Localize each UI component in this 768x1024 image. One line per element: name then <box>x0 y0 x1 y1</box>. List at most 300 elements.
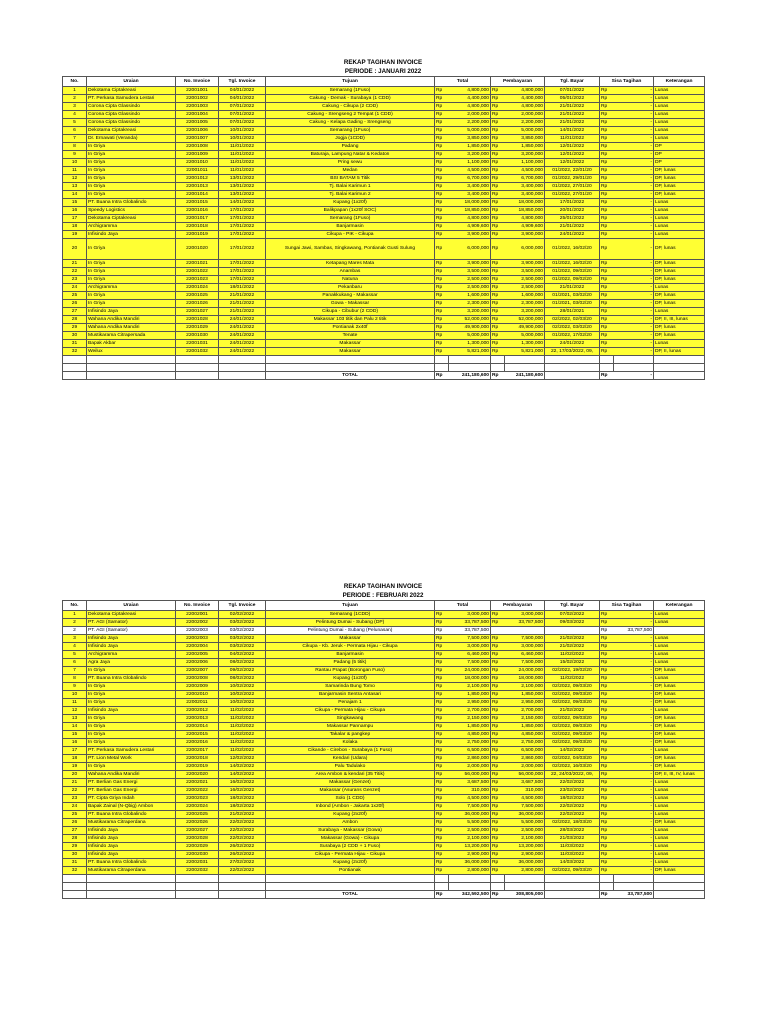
currency-label: Rp <box>435 340 449 348</box>
currency-label: Rp <box>435 207 449 215</box>
cell-tgl-invoice: 14/02/2022 <box>219 771 266 779</box>
cell-tgl-bayar: 22/02/2022 <box>545 779 600 787</box>
cell-keterangan: Lunas <box>654 859 705 867</box>
cell-total: 7,500,000 <box>449 635 491 643</box>
currency-label: Rp <box>600 667 614 675</box>
cell-total: 52,000,000 <box>449 316 491 324</box>
empty-cell <box>266 364 435 372</box>
currency-label: Rp <box>435 723 449 731</box>
cell-tgl-bayar: 25/01/2022 <box>545 215 600 223</box>
total-sisa: - <box>614 372 654 380</box>
cell-invoice: 22002016 <box>176 739 219 747</box>
currency-label: Rp <box>491 811 505 819</box>
sheet-januari <box>62 58 704 380</box>
currency-label: Rp <box>600 611 614 619</box>
table-row <box>63 755 705 763</box>
currency-label: Rp <box>600 300 614 308</box>
cell-sisa: - <box>614 292 654 300</box>
cell-sisa: - <box>614 348 654 356</box>
currency-label: Rp <box>435 119 449 127</box>
empty-cell <box>87 356 176 364</box>
empty-row <box>63 875 705 883</box>
cell-tujuan: Banjarmasin Sentra Antasari <box>266 691 435 699</box>
cell-no: 31 <box>63 340 87 348</box>
cell-total: 18,000,000 <box>449 199 491 207</box>
cell-uraian: In Griya <box>87 167 176 175</box>
cell-uraian: PT. Perkasa Samudera Lestari <box>87 95 176 103</box>
cell-tgl-invoice: 26/02/2022 <box>219 851 266 859</box>
cell-invoice: 22002012 <box>176 707 219 715</box>
cell-tgl-invoice: 11/01/2022 <box>219 159 266 167</box>
currency-label: Rp <box>600 723 614 731</box>
cell-sisa: - <box>614 731 654 739</box>
currency-label: Rp <box>435 771 449 779</box>
cell-tujuan: Kupang (2x20f) <box>266 811 435 819</box>
cell-sisa: - <box>614 215 654 223</box>
table-row <box>63 683 705 691</box>
cell-tgl-invoice: 22/02/2022 <box>219 819 266 827</box>
currency-label: Rp <box>600 835 614 843</box>
cell-keterangan: Lunas <box>654 659 705 667</box>
cell-total: 4,400,000 <box>449 95 491 103</box>
cell-tgl-invoice: 10/01/2022 <box>219 127 266 135</box>
currency-label: Rp <box>435 715 449 723</box>
table-row <box>63 324 705 332</box>
cell-tujuan: Tj. Balai Karimun 2 <box>266 191 435 199</box>
currency-label: Rp <box>600 111 614 119</box>
table-row <box>63 159 705 167</box>
cell-pembayaran: 310,000 <box>505 787 545 795</box>
currency-label: Rp <box>600 659 614 667</box>
cell-tujuan: Makassar (Gowa) - Cikupa <box>266 835 435 843</box>
cell-tgl-invoice: 24/01/2022 <box>219 348 266 356</box>
table-row <box>63 803 705 811</box>
cell-invoice: 22001004 <box>176 111 219 119</box>
cell-total: 2,800,000 <box>449 867 491 875</box>
cell-uraian: In Griya <box>87 191 176 199</box>
cell-total: 5,500,000 <box>449 819 491 827</box>
cell-uraian: Infisindo Jaya <box>87 835 176 843</box>
total-row <box>63 372 705 380</box>
cell-invoice: 22001006 <box>176 127 219 135</box>
cell-tgl-bayar: 21/02/2022 <box>545 707 600 715</box>
cell-keterangan: Lunas <box>654 747 705 755</box>
cell-total: 1,600,000 <box>449 292 491 300</box>
total-amount: 241,180,600 <box>449 372 491 380</box>
cell-keterangan: Lunas <box>654 284 705 292</box>
cell-tgl-bayar: 28/01/2021 <box>545 308 600 316</box>
cell-uraian: PT. Buana Intra Globalindo <box>87 811 176 819</box>
currency-label: Rp <box>491 167 505 175</box>
empty-cell <box>219 891 266 899</box>
table-row <box>63 119 705 127</box>
cell-no: 24 <box>63 803 87 811</box>
cell-sisa: - <box>614 795 654 803</box>
table-row <box>63 811 705 819</box>
currency-label: Rp <box>491 239 505 260</box>
table-row <box>63 643 705 651</box>
table-row <box>63 103 705 111</box>
currency-label: Rp <box>435 667 449 675</box>
cell-pembayaran: 6,700,000 <box>505 175 545 183</box>
cell-keterangan: Lunas <box>654 127 705 135</box>
cell-tujuan: Makassar Pannampu <box>266 723 435 731</box>
report-period: PERIODE : FEBRUARI 2022 <box>342 592 424 599</box>
currency-label: Rp <box>491 731 505 739</box>
cell-uraian: PT. Buana Intra Globalindo <box>87 859 176 867</box>
cell-pembayaran: 2,100,000 <box>505 683 545 691</box>
cell-pembayaran: 1,850,000 <box>505 691 545 699</box>
cell-tgl-invoice: 22/02/2022 <box>219 827 266 835</box>
cell-tgl-invoice: 26/02/2022 <box>219 843 266 851</box>
cell-tgl-invoice: 16/02/2022 <box>219 779 266 787</box>
cell-keterangan: DP, lunas <box>654 260 705 268</box>
cell-pembayaran: 5,000,000 <box>505 127 545 135</box>
currency-label: Rp <box>491 867 505 875</box>
report-title: REKAP TAGIHAN INVOICE <box>343 583 423 590</box>
cell-pembayaran: 6,500,000 <box>505 747 545 755</box>
currency-label: Rp <box>600 167 614 175</box>
cell-uraian: In Griya <box>87 143 176 151</box>
currency-label: Rp <box>491 135 505 143</box>
currency-label: Rp <box>600 771 614 779</box>
cell-sisa: 33,787,500 <box>614 627 654 635</box>
table-row <box>63 691 705 699</box>
cell-uraian: PT. Buana Intra Globalindo <box>87 675 176 683</box>
cell-invoice: 22001008 <box>176 143 219 151</box>
cell-tgl-invoice: 13/01/2022 <box>219 175 266 183</box>
column-header: Pembayaran <box>491 77 545 87</box>
currency-label: Rp <box>600 223 614 231</box>
currency-label: Rp <box>600 691 614 699</box>
currency-label: Rp <box>600 619 614 627</box>
currency-label: Rp <box>600 284 614 292</box>
cell-tgl-invoice: 11/01/2022 <box>219 167 266 175</box>
cell-invoice: 22001029 <box>176 324 219 332</box>
cell-sisa: - <box>614 707 654 715</box>
cell-uraian: In Griya <box>87 715 176 723</box>
cell-tgl-bayar: 05/01/2022 <box>545 95 600 103</box>
table-row <box>63 843 705 851</box>
cell-keterangan: DP, lunas <box>654 739 705 747</box>
currency-label: Rp <box>435 167 449 175</box>
cell-sisa: - <box>614 199 654 207</box>
cell-keterangan: Lunas <box>654 779 705 787</box>
cell-tgl-bayar: 11/01/2022 <box>545 135 600 143</box>
empty-cell <box>219 875 266 883</box>
cell-invoice: 22001002 <box>176 95 219 103</box>
cell-uraian: In Griya <box>87 763 176 771</box>
cell-pembayaran: 13,200,000 <box>505 843 545 851</box>
cell-total: 2,900,000 <box>449 851 491 859</box>
currency-label: Rp <box>491 651 505 659</box>
currency-label: Rp <box>600 175 614 183</box>
currency-label: Rp <box>600 191 614 199</box>
empty-cell <box>87 372 176 380</box>
cell-sisa: - <box>614 183 654 191</box>
currency-label: Rp <box>491 611 505 619</box>
currency-label: Rp <box>435 316 449 324</box>
currency-label: Rp <box>435 151 449 159</box>
cell-tujuan: Pekanbaru <box>266 284 435 292</box>
currency-label: Rp <box>491 348 505 356</box>
currency-label: Rp <box>491 763 505 771</box>
currency-label: Rp <box>600 731 614 739</box>
currency-label: Rp <box>491 215 505 223</box>
cell-keterangan: Lunas <box>654 651 705 659</box>
cell-invoice: 22002025 <box>176 811 219 819</box>
cell-keterangan: Lunas <box>654 215 705 223</box>
cell-invoice: 22002023 <box>176 795 219 803</box>
cell-tgl-invoice: 18/02/2022 <box>219 803 266 811</box>
cell-sisa: - <box>614 651 654 659</box>
currency-label: Rp <box>491 827 505 835</box>
cell-tujuan: Ambon <box>266 819 435 827</box>
table-row <box>63 300 705 308</box>
cell-tgl-bayar: 01/2022, 16/02/20 <box>545 239 600 260</box>
currency-label: Rp <box>435 324 449 332</box>
empty-row <box>63 883 705 891</box>
currency-label: Rp <box>600 159 614 167</box>
cell-pembayaran: 6,460,000 <box>505 651 545 659</box>
currency-label: Rp <box>600 787 614 795</box>
table-row <box>63 340 705 348</box>
empty-cell <box>654 356 705 364</box>
cell-tgl-invoice: 17/01/2022 <box>219 276 266 284</box>
cell-tgl-bayar: 21/02/2022 <box>545 643 600 651</box>
total-pembayaran: 241,180,600 <box>505 372 545 380</box>
cell-tgl-bayar: 01/2022, 17/02/20 <box>545 332 600 340</box>
cell-total: 3,000,000 <box>449 643 491 651</box>
currency-label: Rp <box>435 835 449 843</box>
cell-invoice: 22002031 <box>176 859 219 867</box>
cell-invoice: 22002026 <box>176 819 219 827</box>
table-row <box>63 167 705 175</box>
cell-tujuan: Balikpapan (1x20f SOC) <box>266 207 435 215</box>
table-row <box>63 292 705 300</box>
cell-sisa: - <box>614 779 654 787</box>
cell-tujuan: Cikande - Cirebon - Surabaya (1 Fuso) <box>266 747 435 755</box>
cell-tgl-invoice: 27/02/2022 <box>219 859 266 867</box>
cell-no: 26 <box>63 819 87 827</box>
cell-tgl-invoice: 13/01/2022 <box>219 191 266 199</box>
cell-total: 7,500,000 <box>449 803 491 811</box>
empty-cell <box>266 883 435 891</box>
invoice-table <box>62 76 705 380</box>
sheet-februari <box>62 582 704 899</box>
currency-label: Rp <box>491 635 505 643</box>
cell-tujuan: Makassar (Genzet) <box>266 779 435 787</box>
cell-tgl-bayar <box>545 627 600 635</box>
cell-keterangan: Lunas <box>654 95 705 103</box>
cell-no: 16 <box>63 739 87 747</box>
cell-uraian: In Griya <box>87 151 176 159</box>
cell-tujuan: Gowa - Makassar <box>266 300 435 308</box>
cell-invoice: 22001005 <box>176 119 219 127</box>
cell-tgl-invoice: 04/01/2022 <box>219 95 266 103</box>
cell-invoice: 22002002 <box>176 619 219 627</box>
cell-uraian: PT. Berlian Gas Energi <box>87 787 176 795</box>
cell-uraian: In Griya <box>87 691 176 699</box>
currency-label: Rp <box>600 643 614 651</box>
cell-total: 1,100,000 <box>449 159 491 167</box>
cell-invoice: 22001017 <box>176 215 219 223</box>
cell-sisa: - <box>614 755 654 763</box>
cell-no: 5 <box>63 651 87 659</box>
cell-no: 14 <box>63 191 87 199</box>
currency-label: Rp <box>491 819 505 827</box>
cell-pembayaran: 2,100,000 <box>505 835 545 843</box>
table-row <box>63 276 705 284</box>
empty-cell <box>654 883 705 891</box>
currency-label: Rp <box>435 659 449 667</box>
cell-tujuan: Penajam 1 <box>266 699 435 707</box>
cell-tujuan: Samarinda Bung Tomo <box>266 683 435 691</box>
cell-tujuan: Cikupa - Kb. Jeruk - Permata Hijau - Cikupa <box>266 643 435 651</box>
table-row <box>63 231 705 239</box>
currency-label: Rp <box>435 683 449 691</box>
currency-label: Rp <box>491 675 505 683</box>
empty-cell <box>449 356 491 364</box>
cell-sisa: - <box>614 803 654 811</box>
empty-cell <box>435 356 449 364</box>
cell-uraian: Dr. Ernawati (Veranda) <box>87 135 176 143</box>
empty-cell <box>435 875 449 883</box>
empty-cell <box>266 356 435 364</box>
cell-tgl-bayar: 07/01/2022 <box>545 87 600 95</box>
table-row <box>63 223 705 231</box>
table-row <box>63 827 705 835</box>
currency-label: Rp <box>600 627 614 635</box>
cell-pembayaran: 33,787,500 <box>505 619 545 627</box>
cell-invoice: 22001027 <box>176 308 219 316</box>
cell-pembayaran: 1,100,000 <box>505 159 545 167</box>
cell-keterangan: DP, lunas <box>654 763 705 771</box>
cell-sisa: - <box>614 675 654 683</box>
currency-label: Rp <box>435 175 449 183</box>
cell-keterangan: DP, lunas <box>654 332 705 340</box>
cell-total: 4,800,000 <box>449 87 491 95</box>
empty-cell <box>654 364 705 372</box>
cell-tujuan: Takalar & pangkep <box>266 731 435 739</box>
cell-total: 4,909,600 <box>449 223 491 231</box>
cell-tgl-bayar: 02/2022, 03/02/20 <box>545 324 600 332</box>
cell-sisa: - <box>614 827 654 835</box>
table-row <box>63 111 705 119</box>
cell-tgl-invoice: 21/01/2022 <box>219 292 266 300</box>
cell-tgl-invoice: 17/01/2022 <box>219 268 266 276</box>
cell-keterangan: DP <box>654 159 705 167</box>
currency-label: Rp <box>600 332 614 340</box>
cell-keterangan: Lunas <box>654 340 705 348</box>
cell-no: 23 <box>63 795 87 803</box>
currency-label: Rp <box>491 111 505 119</box>
cell-total: 1,300,000 <box>449 340 491 348</box>
currency-label: Rp <box>435 332 449 340</box>
cell-uraian: In Griya <box>87 667 176 675</box>
currency-label: Rp <box>600 707 614 715</box>
table-row <box>63 151 705 159</box>
cell-uraian: Infisindo Jaya <box>87 231 176 239</box>
cell-invoice: 22001032 <box>176 348 219 356</box>
cell-tgl-bayar: 11/02/2022 <box>545 675 600 683</box>
cell-no: 21 <box>63 260 87 268</box>
cell-uraian: In Griya <box>87 300 176 308</box>
cell-tgl-invoice: 17/01/2022 <box>219 223 266 231</box>
cell-invoice: 22001022 <box>176 268 219 276</box>
cell-sisa: - <box>614 191 654 199</box>
cell-keterangan: DP, lunas <box>654 276 705 284</box>
cell-tgl-invoice: 14/02/2022 <box>219 763 266 771</box>
cell-uraian: Mustikarama Citrapersada <box>87 332 176 340</box>
table-row <box>63 675 705 683</box>
table-row <box>63 731 705 739</box>
currency-label: Rp <box>491 643 505 651</box>
currency-label: Rp <box>491 340 505 348</box>
currency-label: Rp <box>435 707 449 715</box>
cell-keterangan: Lunas <box>654 103 705 111</box>
cell-tgl-bayar: 02/2022, 02/03/20 <box>545 316 600 324</box>
currency-label: Rp <box>435 859 449 867</box>
cell-no: 15 <box>63 199 87 207</box>
currency-label: Rp <box>491 851 505 859</box>
cell-pembayaran: 56,000,000 <box>505 771 545 779</box>
currency-label: Rp <box>600 127 614 135</box>
empty-cell <box>63 356 87 364</box>
empty-cell <box>491 356 505 364</box>
invoice-table <box>62 600 705 899</box>
currency-label: Rp <box>435 731 449 739</box>
cell-tujuan: Kupang (1x20f) <box>266 199 435 207</box>
table-row <box>63 747 705 755</box>
cell-sisa: - <box>614 111 654 119</box>
table-row <box>63 183 705 191</box>
cell-no: 12 <box>63 175 87 183</box>
cell-tujuan: Palu Tadulako <box>266 763 435 771</box>
cell-invoice: 22002015 <box>176 731 219 739</box>
cell-keterangan: DP, lunas <box>654 268 705 276</box>
cell-invoice: 22002017 <box>176 747 219 755</box>
cell-no: 20 <box>63 239 87 260</box>
currency-label: Rp <box>491 771 505 779</box>
cell-no: 2 <box>63 95 87 103</box>
cell-tujuan: Sungai Jawi, Sambas, Singkawang, Pontianak Gusti Sulung <box>266 239 435 260</box>
cell-pembayaran: 3,200,000 <box>505 151 545 159</box>
cell-total: 3,900,000 <box>449 231 491 239</box>
empty-cell <box>545 372 600 380</box>
cell-tgl-bayar: 01/2021, 03/02/20 <box>545 300 600 308</box>
sheet-title <box>62 582 704 600</box>
empty-cell <box>266 875 435 883</box>
cell-keterangan: DP, lunas <box>654 731 705 739</box>
empty-cell <box>87 364 176 372</box>
cell-pembayaran: 3,900,000 <box>505 231 545 239</box>
cell-tgl-invoice: 07/01/2022 <box>219 119 266 127</box>
cell-sisa: - <box>614 119 654 127</box>
currency-label: Rp <box>435 675 449 683</box>
table-row <box>63 819 705 827</box>
currency-label: Rp <box>435 891 449 899</box>
cell-sisa: - <box>614 747 654 755</box>
empty-cell <box>449 364 491 372</box>
currency-label: Rp <box>600 803 614 811</box>
cell-total: 56,000,000 <box>449 771 491 779</box>
cell-tgl-invoice: 21/01/2022 <box>219 308 266 316</box>
cell-tujuan: Pelintung Dumai - Subang (Pelunasan) <box>266 627 435 635</box>
cell-tgl-invoice: 14/01/2022 <box>219 199 266 207</box>
cell-total: 3,400,000 <box>449 191 491 199</box>
cell-tgl-bayar: 23/02/2022 <box>545 787 600 795</box>
